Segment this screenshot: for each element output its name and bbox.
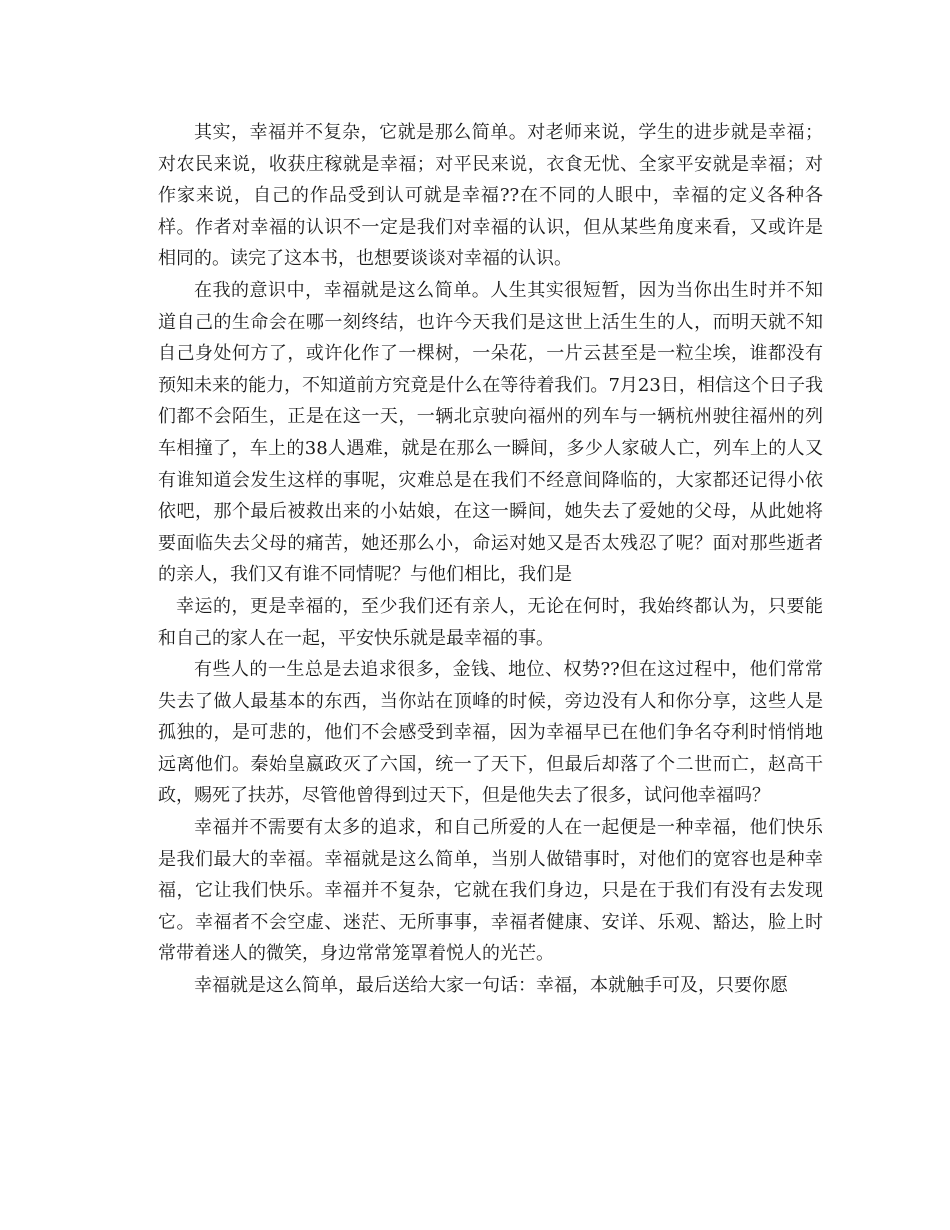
paragraph-5: 幸福并不需要有太多的追求，和自己所爱的人在一起便是一种幸福，他们快乐是我们最大的幸福。幸福就是这么简单，当别人做错事时，对他们的宽容也是种幸福，它让我们快乐。幸福并不复杂，它就在我们身边，只是在于我们有没有去发现它。幸福者不会空虚、迷茫、无所事事，幸福者健康、安详、乐观、豁达，脸上时常带着迷人的微笑，身边常常笼罩着悦人的光芒。 xyxy=(158,817,823,965)
paragraph-1: 其实，幸福并不复杂，它就是那么简单。对老师来说，学生的进步就是幸福；对农民来说，收获庄稼就是幸福；对平民来说，衣食无忧、全家平安就是幸福；对作家来说，自己的作品受到认可就是幸福??在不同的人眼中，幸福的定义各种各样。作者对幸福的认识不一定是我们对幸福的认识，但从某些角度来看，又或许是相同的。读完了这本书，也想要谈谈对幸福的认识。 xyxy=(158,122,823,270)
paragraph-2: 在我的意识中，幸福就是这么简单。人生其实很短暂，因为当你出生时并不知道自己的生命会在哪一刻终结，也许今天我们是这世上活生生的人，而明天就不知自己身处何方了，或许化作了一棵树，一朵花，一片云甚至是一粒尘埃，谁都没有预知未来的能力，不知道前方究竟是什么在等待着我们。7月23日，相信这个日子我们都不会陌生，正是在这一天，一辆北京驶向福州的列车与一辆杭州驶往福州的列车相撞了，车上的38人遇难，就是在那么一瞬间，多少人家破人亡，列车上的人又有谁知道会发生这样的事呢，灾难总是在我们不经意间降临的，大家都还记得小依依吧，那个最后被救出来的小姑娘，在这一瞬间，她失去了爱她的父母，从此她将要面临失去父母的痛苦，她还那么小，命运对她又是否太残忍了呢？面对那些逝者的亲人，我们又有谁不同情呢？与他们相比，我们是 xyxy=(158,279,823,586)
paragraph-4: 有些人的一生总是去追求很多，金钱、地位、权势??但在这过程中，他们常常失去了做人最基本的东西，当你站在顶峰的时候，旁边没有人和你分享，这些人是孤独的，是可悲的，他们不会感受到幸福，因为幸福早已在他们争名夺利时悄悄地远离他们。秦始皇嬴政灭了六国，统一了天下，但最后却落了个二世而亡，赵高干政，赐死了扶苏，尽管他曾得到过天下，但是他失去了很多，试问他幸福吗？ xyxy=(158,659,823,807)
document-body xyxy=(158,117,823,1002)
paragraph-6: 幸福就是这么简单，最后送给大家一句话：幸福，本就触手可及，只要你愿 xyxy=(194,975,788,997)
paragraph-3: 幸运的，更是幸福的，至少我们还有亲人，无论在何时，我始终都认为，只要能和自己的家人在一起，平安快乐就是最幸福的事。 xyxy=(158,595,823,649)
